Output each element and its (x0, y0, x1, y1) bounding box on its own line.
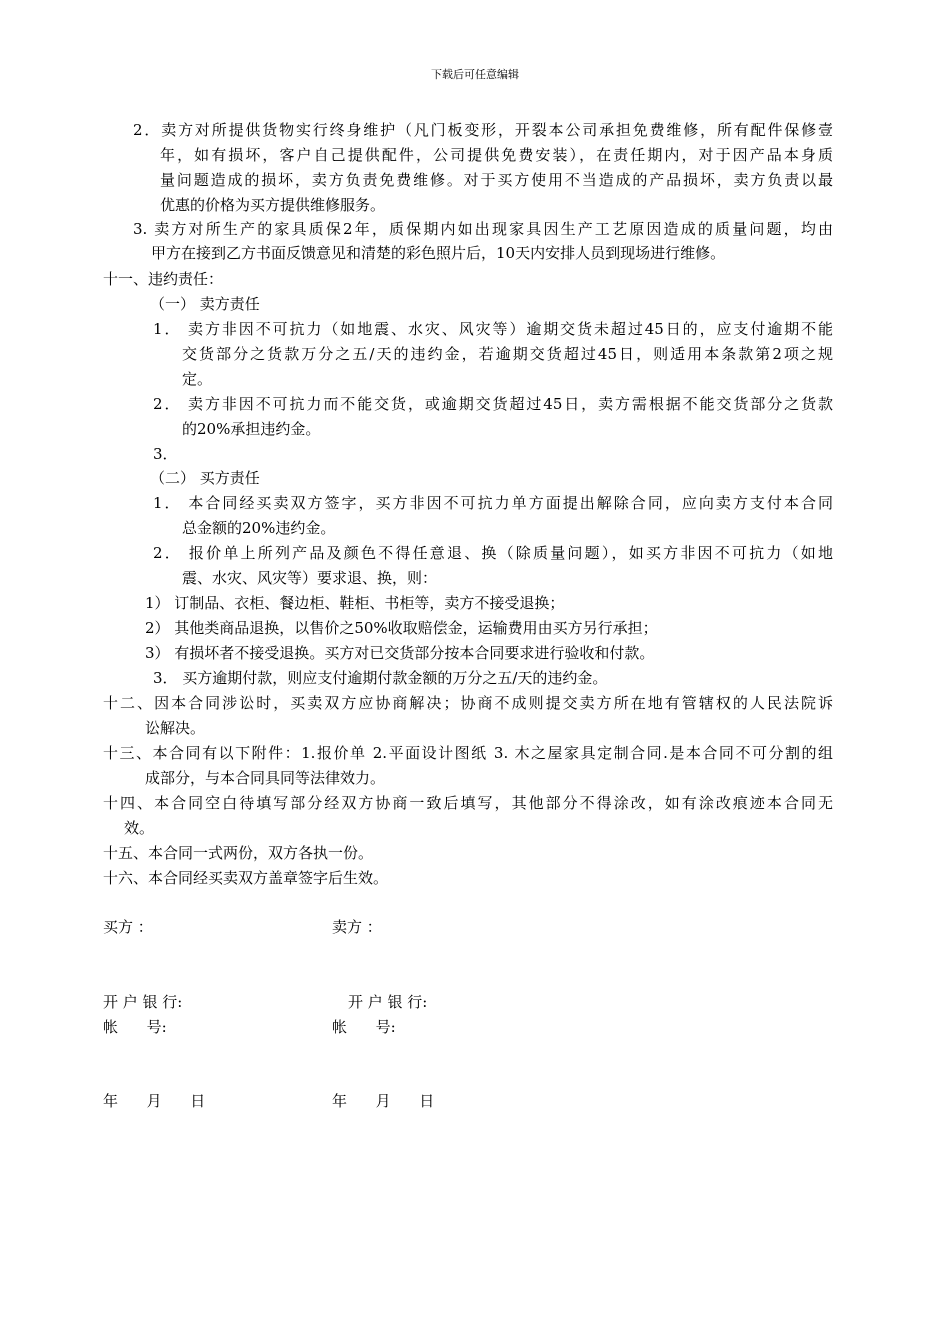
contract-line: 震、水灾、风灾等）要求退、换，则： (182, 569, 438, 587)
contract-line: 十三、本合同有以下附件：1.报价单 2.平面设计图纸 3. 木之屋家具定制合同.是本合同不可分割的组 (103, 744, 833, 762)
contract-line: 十五、本合同一式两份，双方各执一份。 (103, 844, 374, 862)
contract-line: 3） 有损坏者不接受退换。买方对已交货部分按本合同要求进行验收和付款。 (145, 644, 655, 662)
buyer-label: 买方 ： (103, 918, 153, 936)
contract-line: 讼解决。 (145, 719, 206, 737)
contract-line: 3． 买方逾期付款，则应支付逾期付款金额的万分之五/天的违约金。 (153, 669, 608, 687)
contract-line: 1） 订制品、衣柜、餐边柜、鞋柜、书柜等，卖方不接受退换； (145, 594, 565, 612)
contract-line: 定。 (182, 370, 213, 388)
contract-line: （一） 卖方责任 (150, 295, 260, 313)
seller-label: 卖方 ： (332, 918, 382, 936)
contract-line: 2．卖方对所提供货物实行终身维护（凡门板变形，开裂本公司承担免费维修，所有配件保修壹 (133, 121, 833, 139)
contract-line: 年，如有损坏，客户自己提供配件，公司提供免费安装），在责任期内，对于因产品本身质 (160, 146, 833, 164)
contract-line: （二） 买方责任 (150, 469, 260, 487)
contract-line: 量问题造成的损坏，卖方负责免费维修。对于买方使用不当造成的产品损坏，卖方负责以最 (160, 171, 833, 189)
buyer-account: 帐 号: (103, 1018, 167, 1036)
contract-line: 2） 其他类商品退换，以售价之50%收取赔偿金，运输费用由买方另行承担； (145, 619, 658, 637)
contract-line: 成部分，与本合同具同等法律效力。 (145, 769, 386, 787)
contract-line: 1． 本合同经买卖双方签字，买方非因不可抗力单方面提出解除合同，应向卖方支付本合同 (153, 494, 833, 512)
contract-line: 甲方在接到乙方书面反馈意见和清楚的彩色照片后，10天内安排人员到现场进行维修。 (151, 244, 726, 262)
contract-line: 总金额的20%违约金。 (182, 519, 336, 537)
contract-line: 十四、本合同空白待填写部分经双方协商一致后填写，其他部分不得涂改，如有涂改痕迹本合同无 (103, 794, 833, 812)
contract-line: 2． 卖方非因不可抗力而不能交货，或逾期交货超过45日，卖方需根据不能交货部分之货款 (153, 395, 833, 413)
contract-line: 优惠的价格为买方提供维修服务。 (160, 196, 386, 214)
buyer-date: 年 月 日 (103, 1092, 206, 1110)
buyer-bank: 开 户 银 行: (103, 993, 183, 1011)
contract-line: 十一、违约责任： (103, 270, 224, 288)
contract-line: 2． 报价单上所列产品及颜色不得任意退、换（除质量问题），如买方非因不可抗力（如地 (153, 544, 833, 562)
contract-line: 1． 卖方非因不可抗力（如地震、水灾、风灾等）逾期交货未超过45日的，应支付逾期不能 (153, 320, 833, 338)
seller-account: 帐 号: (332, 1018, 396, 1036)
contract-line: 3. 卖方对所生产的家具质保2年，质保期内如出现家具因生产工艺原因造成的质量问题，均由 (133, 220, 833, 238)
contract-line: 效。 (124, 819, 155, 837)
contract-line: 交货部分之货款万分之五/天的违约金，若逾期交货超过45日，则适用本条款第2项之规 (182, 345, 833, 363)
seller-date: 年 月 日 (332, 1092, 435, 1110)
contract-line: 3． (153, 445, 178, 463)
contract-line: 十六、本合同经买卖双方盖章签字后生效。 (103, 869, 389, 887)
page-header: 下载后可任意编辑 (431, 68, 519, 81)
contract-line: 的20%承担违约金。 (182, 420, 321, 438)
contract-line: 十二、因本合同涉讼时，买卖双方应协商解决；协商不成则提交卖方所在地有管辖权的人民法院诉 (103, 694, 833, 712)
seller-bank: 开 户 银 行: (348, 993, 428, 1011)
